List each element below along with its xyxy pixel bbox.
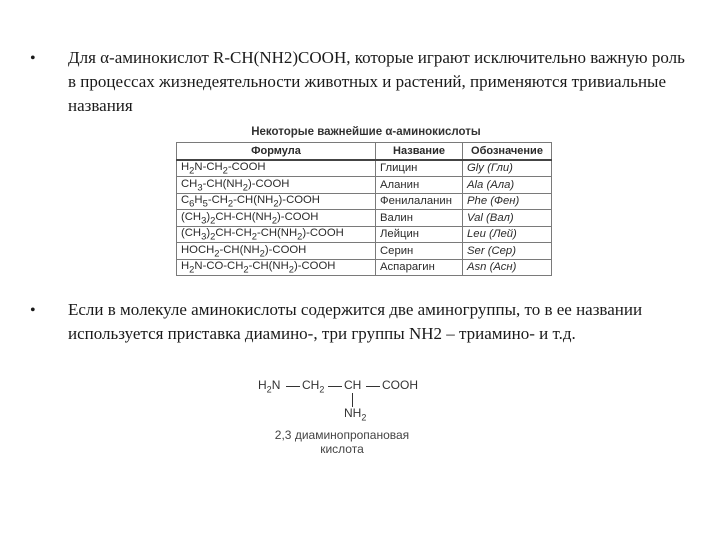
table-caption: Некоторые важнейшие α-аминокислоты — [251, 126, 481, 138]
bond-line — [366, 386, 380, 387]
cell-name: Аспарагин — [376, 259, 463, 276]
cell-formula: $(CH_3)_2CH-CH_2-CH(NH_2)$-COOH — [177, 226, 376, 243]
cell-formula: $(CH_3)_2CH-CH(NH_2)$-COOH — [177, 210, 376, 227]
table-row — [177, 160, 552, 177]
group-ch: CH — [344, 378, 362, 392]
cell-abbr: Phe (Фен) — [463, 193, 552, 210]
table-body — [177, 160, 552, 276]
cell-name: Валин — [376, 210, 463, 227]
cell-formula: $HOCH_2-CH(NH_2)$-COOH — [177, 243, 376, 260]
table-row — [177, 193, 552, 210]
cell-name: Фенилаланин — [376, 193, 463, 210]
cell-formula: $C_6H_5-CH_2-CH(NH_2)$-COOH — [177, 193, 376, 210]
table-row — [177, 243, 552, 260]
structure-caption: 2,3 диаминопропановая кислота — [274, 428, 410, 456]
bullet-marker: • — [30, 302, 36, 319]
table-row — [177, 210, 552, 227]
cell-abbr: Gly (Гли) — [463, 160, 552, 177]
group-h2n: $H_2N$ — [258, 378, 281, 395]
cell-name: Глицин — [376, 160, 463, 177]
group-ch2: $CH_2$ — [302, 378, 325, 395]
cell-abbr: Ala (Ала) — [463, 177, 552, 194]
cell-name: Аланин — [376, 177, 463, 194]
bond-line — [328, 386, 342, 387]
paragraph-trivial-names: Для α-аминокислот R-CH(NH2)COOH, которые играют исключительно важную роль в процессах жизнедеятельности животных и растений, применяются тривиальные названия — [68, 48, 685, 115]
cell-formula: $H_2N-CO-CH_2-CH(NH_2)$-COOH — [177, 259, 376, 276]
group-nh2: $NH_2$ — [344, 406, 367, 423]
table-header-row — [177, 143, 552, 160]
bond-line-vertical — [352, 393, 353, 407]
table-row — [177, 259, 552, 276]
group-cooh: COOH — [382, 378, 418, 392]
bullet-marker: • — [30, 50, 36, 67]
bond-line — [286, 386, 300, 387]
structural-formula — [258, 374, 438, 423]
header-name: Название — [376, 143, 463, 160]
paragraph-diamino: Если в молекуле аминокислоты содержится две аминогруппы, то в ее названии используется приставка диамино-, три группы NH2 – триамино- и т.д. — [68, 300, 643, 343]
cell-name: Лейцин — [376, 226, 463, 243]
cell-formula: $CH_3-CH(NH_2)$-COOH — [177, 177, 376, 194]
cell-abbr: Ser (Сер) — [463, 243, 552, 260]
header-formula: Формула — [177, 143, 376, 160]
cell-abbr: Leu (Лей) — [463, 226, 552, 243]
cell-abbr: Val (Вал) — [463, 210, 552, 227]
amino-acid-table — [176, 142, 552, 276]
table-row — [177, 177, 552, 194]
cell-name: Серин — [376, 243, 463, 260]
cell-formula: $H_2N-CH_2$-COOH — [177, 160, 376, 177]
header-abbr: Обозначение — [463, 143, 552, 160]
table-row — [177, 226, 552, 243]
cell-abbr: Asn (Асн) — [463, 259, 552, 276]
